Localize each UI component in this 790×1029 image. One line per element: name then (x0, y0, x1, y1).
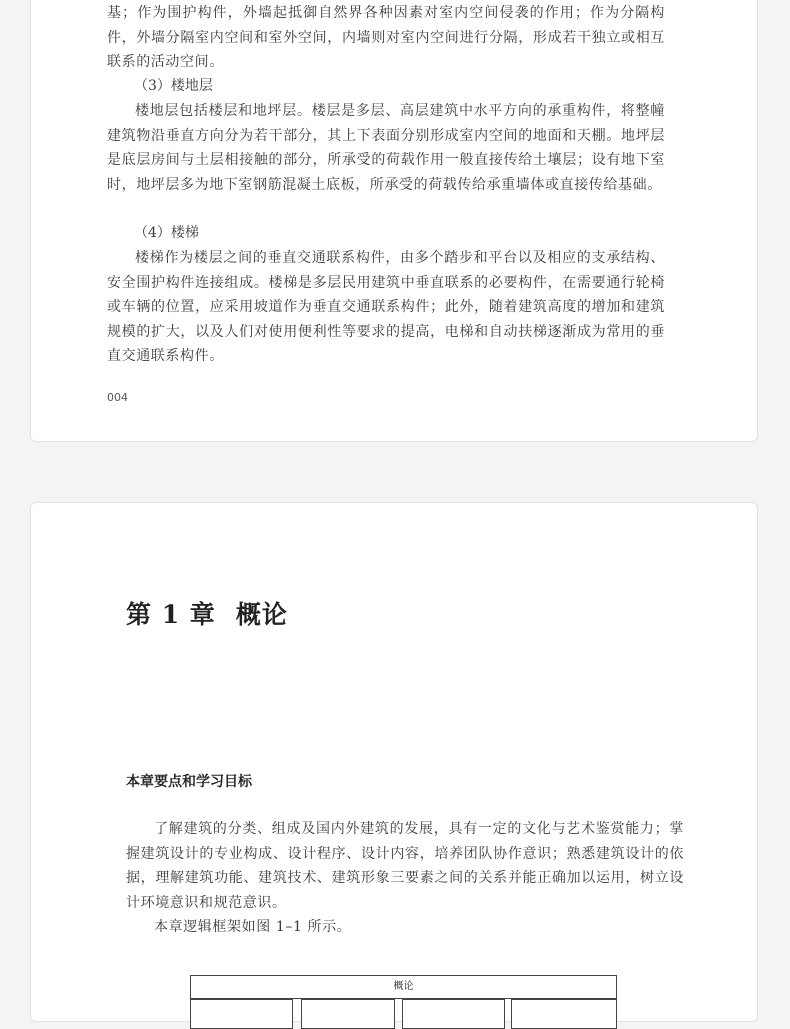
diagram-child-node (190, 999, 293, 1029)
paragraph-stairs: 楼梯作为楼层之间的垂直交通联系构件，由多个踏步和平台以及相应的支承结构、安全围护构件连接组成。楼梯是多层民用建筑中垂直联系的必要构件，在需要通行轮椅或车辆的位置，应采用坡道作为垂直交通联系构件；此外，随着建筑高度的增加和建筑规模的扩大，以及人们对使用便利性等要求的提高，电梯和自动扶梯逐渐成为常用的垂直交通联系构件。 (107, 250, 665, 365)
diagram-child-node (301, 999, 395, 1029)
item-3-heading: （3）楼地层 (134, 78, 213, 94)
chapter-title (126, 595, 288, 631)
paragraph-objectives: 了解建筑的分类、组成及国内外建筑的发展，具有一定的文化与艺术鉴赏能力；掌握建筑设计的专业构成、设计程序、设计内容，培养团队协作意识；熟悉建筑设计的依据，理解建筑功能、建筑技术、建筑形象三要素之间的关系并能正确加以运用，树立设计环境意识和规范意识。 (126, 821, 684, 911)
chapter-number: 第 1 章 (126, 600, 216, 629)
section-heading: 本章要点和学习目标 (126, 774, 252, 790)
paragraph-floors: 楼地层包括楼层和地坪层。楼层是多层、高层建筑中水平方向的承重构件，将整幢建筑物沿垂直方向分为若干部分，其上下表面分别形成室内空间的地面和天棚。地坪层是底层房间与土层相接触的部分，所承受的荷载作用一般直接传给土壤层；设有地下室时，地坪层多为地下室钢筋混凝土底板，所承受的荷载传给承重墙体或直接传给基础。 (107, 103, 665, 193)
chapter-name: 概论 (235, 600, 288, 629)
book-page-004 (30, 0, 758, 442)
paragraph-walls-end: 基；作为围护构件，外墙起抵御自然界各种因素对室内空间侵袭的作用；作为分隔构件，外墙分隔室内空间和室外空间，内墙则对室内空间进行分隔，形成若干独立或相互联系的活动空间。 (107, 5, 665, 71)
book-page-chapter-1 (30, 502, 758, 1022)
diagram-child-node (402, 999, 505, 1029)
item-4-heading: （4）楼梯 (134, 225, 199, 241)
diagram-root-node: 概论 (190, 975, 617, 999)
page-number: 004 (107, 391, 128, 404)
paragraph-figure-reference: 本章逻辑框架如图 1–1 所示。 (154, 919, 352, 935)
diagram-child-node (511, 999, 617, 1029)
